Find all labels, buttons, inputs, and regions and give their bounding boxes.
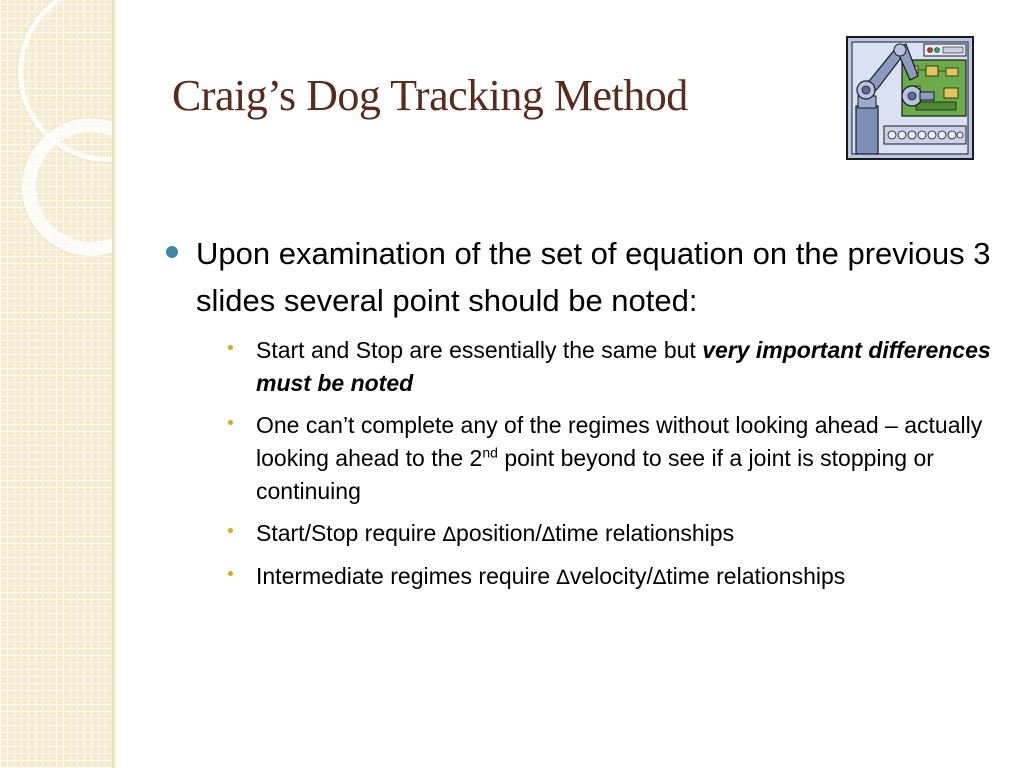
slide-title: Craig’s Dog Tracking Method [172,71,688,120]
sub-bullet-item [224,560,994,594]
sub-bullet-text: velocity/ [569,563,653,589]
delta-symbol: ∆ [556,565,570,589]
sub-bullet-item [224,334,994,400]
delta-symbol: ∆ [442,522,457,546]
decorative-side-strip [0,0,112,768]
sub-bullet-text: One can’t complete any of the regimes without looking ahead – actually looking ahead to the 2 [256,412,983,471]
sub-bullet-item [224,517,994,551]
side-strip-edge [112,0,116,768]
main-bullet-text: Upon examination of the set of equation on the previous 3 slides several point should be noted: [196,236,991,318]
delta-symbol: ∆ [652,565,667,589]
sub-bullet-text: Start and Stop are essentially the same but [256,337,703,363]
ordinal-superscript: nd [482,444,498,461]
robot-arm-machine-icon [846,36,974,160]
sub-bullet-text: Intermediate regimes require [256,563,557,589]
bullet-dot-icon [166,246,178,258]
delta-symbol: ∆ [541,522,556,546]
sub-bullet-text: Start/Stop require [256,520,443,546]
main-bullet-item [164,230,994,324]
sub-bullet-list [164,334,994,594]
sub-bullet-item [224,409,994,508]
decorative-ring [22,118,112,256]
sub-bullet-dot-icon [228,420,233,425]
sub-bullet-text: point beyond to see if a joint is stopping or continuing [256,445,934,504]
sub-bullet-text: time relationships [666,563,846,589]
sub-bullet-dot-icon [228,528,233,533]
sub-bullet-dot-icon [228,571,233,576]
slide-body [164,230,994,603]
sub-bullet-emphasis: very important differences must be noted [256,337,991,396]
sub-bullet-text: position/ [456,520,542,546]
sub-bullet-text: time relationships [555,520,735,546]
sub-bullet-dot-icon [228,345,233,350]
